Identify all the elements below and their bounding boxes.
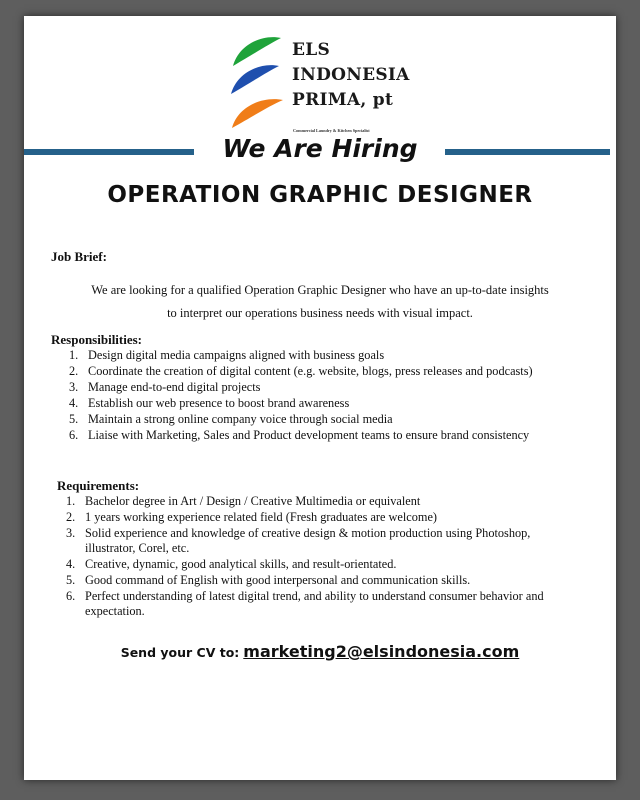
list-item: 5. Maintain a strong online company voice through social media [69, 412, 393, 426]
list-item: 2. Coordinate the creation of digital content (e.g. website, blogs, press releases and podcasts) [69, 364, 533, 378]
requirements-list [48, 494, 553, 620]
list-item: 2. 1 years working experience related field (Fresh graduates are welcome) [66, 510, 438, 524]
logo-swoosh-icon [229, 32, 299, 132]
list-item: 4. Establish our web presence to boost brand awareness [69, 396, 350, 410]
email-link[interactable]: marketing2@elsindonesia.com [243, 642, 520, 661]
hiring-heading: We Are Hiring [222, 134, 418, 163]
company-name [292, 38, 410, 113]
company-name-line3: PRIMA, pt [292, 90, 394, 110]
list-item: 3. Manage end-to-end digital projects [69, 380, 261, 394]
job-title: OPERATION GRAPHIC DESIGNER [107, 182, 533, 208]
send-cv-label: Send your CV to: [120, 645, 240, 660]
responsibilities-label: Responsibilities: [51, 332, 143, 347]
requirements-label: Requirements: [57, 478, 140, 493]
responsibilities-list [51, 348, 551, 444]
list-item: 1. Design digital media campaigns aligned with business goals [69, 348, 385, 362]
job-poster [24, 16, 616, 780]
list-item: 5. Good command of English with good interpersonal and communication skills. [66, 573, 471, 587]
job-brief-label: Job Brief: [51, 249, 107, 264]
list-item: 6. Liaise with Marketing, Sales and Product development teams to ensure brand consistency [69, 428, 530, 442]
job-brief-line1: We are looking for a qualified Operation Graphic Designer who have an up-to-date insights [91, 283, 549, 297]
send-cv [24, 642, 616, 662]
company-logo [229, 32, 429, 142]
job-brief-line2: to interpret our operations business needs with visual impact. [167, 306, 473, 320]
list-item: 3. Solid experience and knowledge of creative design & motion production using Photoshop, illustrator, Corel, etc. [66, 526, 531, 555]
company-name-line1: ELS [292, 40, 331, 60]
company-tagline: Commercial Laundry & Kitchen Specialist [293, 128, 370, 133]
list-item: 4. Creative, dynamic, good analytical skills, and result-orientated. [66, 557, 397, 571]
list-item: 1. Bachelor degree in Art / Design / Creative Multimedia or equivalent [66, 494, 421, 508]
list-item: 6. Perfect understanding of latest digital trend, and ability to understand consumer behavior and expectation. [66, 589, 544, 618]
company-name-line2: INDONESIA [292, 65, 410, 85]
